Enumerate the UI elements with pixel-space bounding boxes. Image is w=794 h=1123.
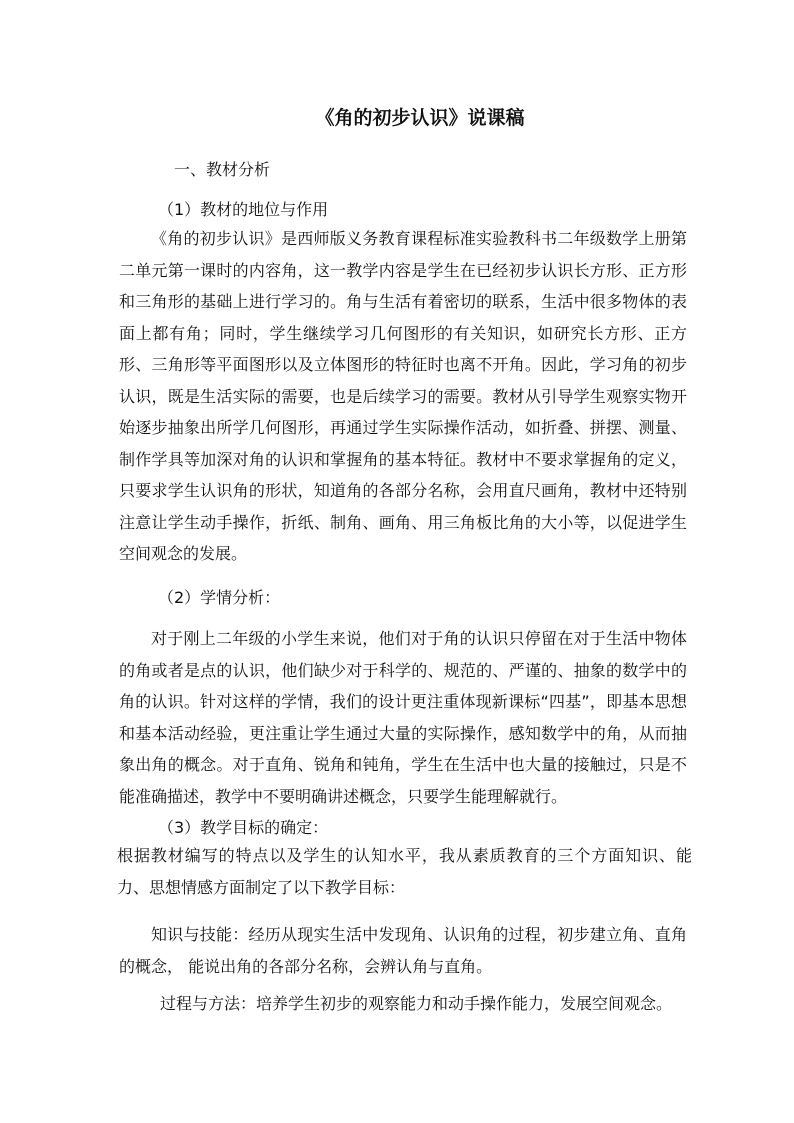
paragraph-knowledge-skills: 知识与技能：经历从现实生活中发现角、认识角的过程，初步建立角、直角的概念， 能说出角的各部分名称，会辨认角与直角。 xyxy=(119,925,687,976)
section-heading-materials-analysis: 一、教材分析 xyxy=(174,160,271,179)
paragraph-process-methods: 过程与方法：培养学生初步的观察能力和动手操作能力，发展空间观念。 xyxy=(160,994,673,1013)
subheading-learner-analysis: （2）学情分析： xyxy=(158,588,281,607)
paragraph-learner-analysis: 对于刚上二年级的小学生来说，他们对于角的认识只停留在对于生活中物体的角或者是点的认识，他们缺少对于科学的、规范的、严谨的、抽象的数学中的角的认识。针对这样的学情，我们的设计更注重体现新课标“四基”，即基本思想和基本活动经验，更注重让学生通过大量的实际操作，感知数学中的角，从而抽象出角的概念。对于直角、锐角和钝角，学生在生活中也大量的接触过，只是不能准确描述，教学中不要明确讲述概念，只要学生能理解就行。 xyxy=(119,629,687,806)
subheading-role: （1）教材的地位与作用 xyxy=(158,200,329,219)
paragraph-goals-intro: 根据教材编写的特点以及学生的认知水平，我从素质教育的三个方面知识、能力、思想情感方面制定了以下教学目标： xyxy=(117,846,692,897)
paragraph-role: 《角的初步认识》是西师版义务教育课程标准实验教科书二年级数学上册第二单元第一课时的内容角，这一教学内容是学生在已经初步认识长方形、正方形和三角形的基础上进行学习的。角与生活有着密切的联系，生活中很多物体的表面上都有角；同时，学生继续学习几何图形的有关知识，如研究长方形、正方形、三角形等平面图形以及立体图形的特征时也离不开角。因此，学习角的初步认识，既是生活实际的需要，也是后续学习的需要。教材从引导学生观察实物开始逐步抽象出所学几何图形，再通过学生实际操作活动，如折叠、拼摆、测量、制作学具等加深对角的认识和掌握角的基本特征。教材中不要求掌握角的定义，只要求学生认识角的形状，知道角的各部分名称，会用直尺画角，教材中还特别注意让学生动手操作，折纸、制角、画角、用三角板比角的大小等，以促进学生空间观念的发展。 xyxy=(119,229,687,563)
subheading-teaching-goals: （3）教学目标的确定： xyxy=(158,818,329,837)
document-title: 《角的初步认识》说课稿 xyxy=(315,107,525,129)
